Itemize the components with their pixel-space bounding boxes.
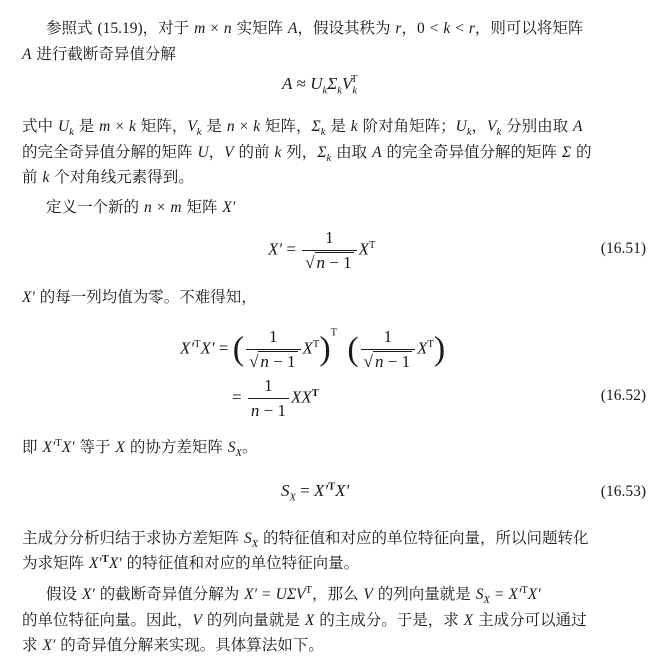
paragraph-3: 定义一个新的 n × m 矩阵 X′ bbox=[46, 198, 236, 216]
equation-16-53: $S_X = X'^TX'$ bbox=[281, 481, 350, 504]
equation-number-16-53: (16.53) bbox=[600, 483, 646, 500]
paragraph-2-line-2: 的完全奇异值分解的矩阵 U，V 的前 k 列，$\Sigma_k$ 由取 A 的完全奇异值分解的矩阵 Σ 的 bbox=[22, 143, 592, 165]
paragraph-2-line-3: 前 k 个对角线元素得到。 bbox=[22, 168, 194, 186]
paragraph-4: X′ 的每一列均值为零。不难得知， bbox=[22, 288, 257, 306]
equation-16-51: X′ = $\frac{1}{√ n - 1}$ $X^T$ bbox=[268, 228, 376, 272]
equation-truncated-svd: $A \approx U_k\Sigma_kV_k^T$ bbox=[282, 74, 358, 97]
paragraph-7-line-3: 求 X′ 的奇异值分解来实现。具体算法如下。 bbox=[22, 636, 324, 654]
paragraph-2-line-1: 式中 $U_k$ 是 m × k 矩阵，$V_k$ 是 n × k 矩阵，$\Sigma_k$ 是 k 阶对角矩阵；$U_k$，$V_k$ 分别由取 A bbox=[22, 117, 583, 139]
equation-number-16-52: (16.52) bbox=[600, 387, 646, 404]
paragraph-1-line-2: A 进行截断奇异值分解 bbox=[22, 45, 176, 63]
paragraph-7-line-1: 假设 X′ 的截断奇异值分解为 $X' = U\Sigma V^T$，那么 V 的列向量就是 $S_X = X'^TX'$ bbox=[46, 584, 541, 607]
paragraph-6-line-1: 主成分分析归结于求协方差矩阵 $S_X$ 的特征值和对应的单位特征向量，所以问题转化 bbox=[22, 529, 589, 551]
paragraph-5: 即 $X'^TX'$ 等于 X 的协方差矩阵 $S_X$。 bbox=[22, 437, 258, 460]
equation-number-16-51: (16.51) bbox=[600, 240, 646, 257]
paragraph-7-line-2: 的单位特征向量。因此，V 的列向量就是 X 的主成分。于是，求 X 主成分可以通过 bbox=[22, 611, 587, 629]
paragraph-1-line-1: 参照式 (15.19)，对于 m × n 实矩阵 A，假设其秩为 r，0 < k < r，则可以将矩阵 bbox=[46, 19, 584, 37]
paragraph-6-line-2: 为求矩阵 $X'^TX'$ 的特征值和对应的单位特征向量。 bbox=[22, 553, 360, 572]
equation-16-52-line-1: $X'^TX'$ = ( $\frac{1}{√ n - 1}$ $X^T)^T$ ( $\frac{1}{√ n - 1}$ $X^T$) bbox=[180, 327, 446, 371]
equation-16-52-line-2: = $\frac{1}{n - 1}$ $XX^T$ bbox=[232, 376, 319, 420]
